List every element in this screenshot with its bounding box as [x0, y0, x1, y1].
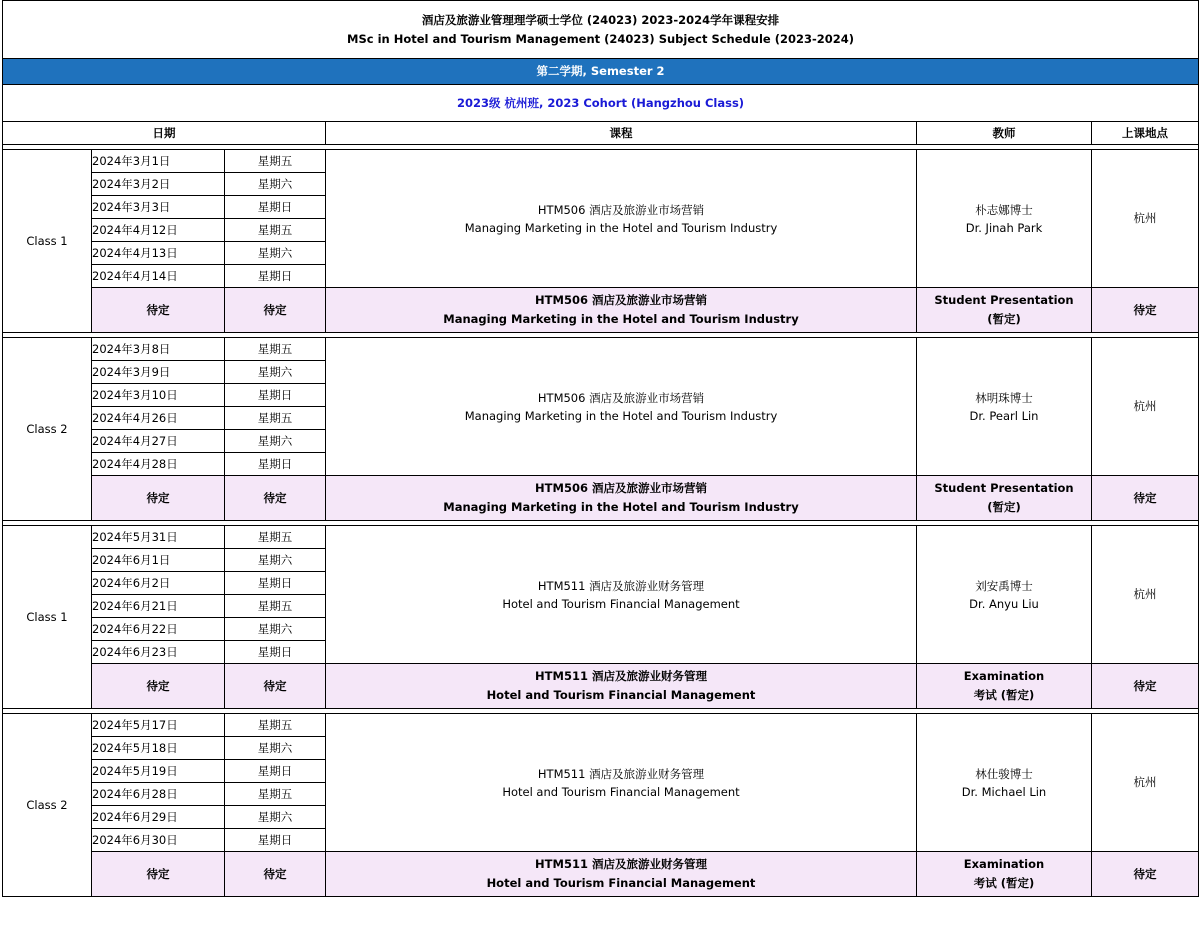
session-row	[3, 150, 1199, 173]
session-weekday: 星期日	[225, 265, 326, 288]
assessment-row	[3, 852, 1199, 897]
session-weekday: 星期日	[225, 829, 326, 852]
teacher-name-english: Dr. Pearl Lin	[969, 408, 1039, 423]
class-label: Class 2	[3, 714, 92, 897]
session-date: 2024年6月22日	[92, 618, 225, 641]
session-weekday: 星期五	[225, 526, 326, 549]
assessment-row	[3, 664, 1199, 709]
session-weekday: 星期六	[225, 361, 326, 384]
teacher-name-chinese: 林明珠博士	[975, 390, 1033, 405]
session-date: 2024年4月28日	[92, 453, 225, 476]
session-date: 2024年5月31日	[92, 526, 225, 549]
session-date: 2024年6月28日	[92, 783, 225, 806]
session-date: 2024年6月30日	[92, 829, 225, 852]
assessment-row	[3, 476, 1199, 521]
session-weekday: 星期五	[225, 783, 326, 806]
session-date: 2024年3月8日	[92, 338, 225, 361]
session-weekday: 星期六	[225, 173, 326, 196]
session-row	[3, 338, 1199, 361]
session-weekday: 星期五	[225, 219, 326, 242]
course-cell	[326, 714, 917, 852]
session-date: 2024年3月2日	[92, 173, 225, 196]
session-row	[3, 526, 1199, 549]
session-date: 2024年4月27日	[92, 430, 225, 453]
assessment-course-chinese: HTM506 酒店及旅游业市场营销	[535, 293, 707, 307]
session-weekday: 星期六	[225, 430, 326, 453]
location-cell: 杭州	[1092, 338, 1199, 476]
document-title	[3, 1, 1199, 59]
session-weekday: 星期日	[225, 196, 326, 219]
teacher-name-chinese: 林仕骏博士	[975, 766, 1033, 781]
session-date: 2024年6月1日	[92, 549, 225, 572]
assessment-weekday: 待定	[225, 476, 326, 521]
assessment-location: 待定	[1092, 852, 1199, 897]
assessment-type	[917, 852, 1092, 897]
teacher-cell	[917, 150, 1092, 288]
class-label: Class 1	[3, 526, 92, 709]
session-date: 2024年6月29日	[92, 806, 225, 829]
assessment-type-line2: (暂定)	[987, 312, 1021, 326]
session-weekday: 星期日	[225, 572, 326, 595]
assessment-type-line1: Examination	[963, 857, 1045, 871]
assessment-location: 待定	[1092, 664, 1199, 709]
session-weekday: 星期日	[225, 760, 326, 783]
assessment-row	[3, 288, 1199, 333]
assessment-course-chinese: HTM506 酒店及旅游业市场营销	[535, 481, 707, 495]
session-weekday: 星期五	[225, 407, 326, 430]
assessment-type-line2: (暂定)	[987, 500, 1021, 514]
assessment-weekday: 待定	[225, 664, 326, 709]
assessment-type-line2: 考试 (暂定)	[973, 876, 1035, 890]
title-english: MSc in Hotel and Tourism Management (24023) Subject Schedule (2023-2024)	[347, 31, 854, 46]
session-date: 2024年3月9日	[92, 361, 225, 384]
column-header-row	[3, 122, 1199, 145]
column-header-course: 课程	[326, 122, 917, 145]
session-date: 2024年5月17日	[92, 714, 225, 737]
session-date: 2024年6月2日	[92, 572, 225, 595]
session-date: 2024年4月13日	[92, 242, 225, 265]
column-header-teacher: 教师	[917, 122, 1092, 145]
session-date: 2024年3月1日	[92, 150, 225, 173]
assessment-course	[326, 852, 917, 897]
assessment-date: 待定	[92, 664, 225, 709]
assessment-course	[326, 476, 917, 521]
location-cell: 杭州	[1092, 526, 1199, 664]
session-date: 2024年5月18日	[92, 737, 225, 760]
teacher-name-english: Dr. Jinah Park	[965, 220, 1043, 235]
course-name-chinese: HTM511 酒店及旅游业财务管理	[537, 766, 705, 781]
session-weekday: 星期日	[225, 641, 326, 664]
location-cell: 杭州	[1092, 150, 1199, 288]
session-date: 2024年4月26日	[92, 407, 225, 430]
course-name-chinese: HTM506 酒店及旅游业市场营销	[537, 390, 705, 405]
assessment-type-line1: Student Presentation	[934, 481, 1074, 495]
session-weekday: 星期五	[225, 714, 326, 737]
course-name-chinese: HTM506 酒店及旅游业市场营销	[537, 202, 705, 217]
teacher-name-chinese: 朴志娜博士	[975, 202, 1033, 217]
assessment-weekday: 待定	[225, 288, 326, 333]
course-cell	[326, 526, 917, 664]
teacher-name-english: Dr. Anyu Liu	[969, 596, 1039, 611]
title-chinese: 酒店及旅游业管理理学硕士学位 (24023) 2023-2024学年课程安排	[421, 12, 780, 27]
course-cell	[326, 338, 917, 476]
assessment-type-line1: Student Presentation	[934, 293, 1074, 307]
column-header-date: 日期	[3, 122, 326, 145]
session-date: 2024年5月19日	[92, 760, 225, 783]
assessment-type	[917, 664, 1092, 709]
teacher-name-english: Dr. Michael Lin	[961, 784, 1047, 799]
assessment-date: 待定	[92, 288, 225, 333]
assessment-type-line1: Examination	[963, 669, 1045, 683]
assessment-type-line2: 考试 (暂定)	[973, 688, 1035, 702]
assessment-date: 待定	[92, 476, 225, 521]
location-cell: 杭州	[1092, 714, 1199, 852]
session-date: 2024年4月14日	[92, 265, 225, 288]
teacher-cell	[917, 338, 1092, 476]
schedule-table	[2, 0, 1199, 897]
course-name-chinese: HTM511 酒店及旅游业财务管理	[537, 578, 705, 593]
assessment-course-english: Hotel and Tourism Financial Management	[486, 876, 756, 890]
course-name-english: Managing Marketing in the Hotel and Tourism Industry	[464, 220, 778, 235]
assessment-type	[917, 288, 1092, 333]
session-date: 2024年3月10日	[92, 384, 225, 407]
semester-bar: 第二学期, Semester 2	[3, 59, 1199, 85]
assessment-course-chinese: HTM511 酒店及旅游业财务管理	[535, 857, 707, 871]
assessment-course	[326, 288, 917, 333]
cohort-label: 2023级 杭州班, 2023 Cohort (Hangzhou Class)	[3, 85, 1199, 122]
teacher-cell	[917, 714, 1092, 852]
class-label: Class 2	[3, 338, 92, 521]
assessment-weekday: 待定	[225, 852, 326, 897]
session-weekday: 星期五	[225, 150, 326, 173]
assessment-course-english: Managing Marketing in the Hotel and Tourism Industry	[443, 500, 799, 514]
session-weekday: 星期五	[225, 595, 326, 618]
session-weekday: 星期日	[225, 384, 326, 407]
session-date: 2024年3月3日	[92, 196, 225, 219]
course-name-english: Hotel and Tourism Financial Management	[502, 784, 740, 799]
course-name-english: Managing Marketing in the Hotel and Tourism Industry	[464, 408, 778, 423]
session-date: 2024年6月21日	[92, 595, 225, 618]
session-weekday: 星期六	[225, 242, 326, 265]
teacher-name-chinese: 刘安禹博士	[975, 578, 1033, 593]
session-weekday: 星期六	[225, 806, 326, 829]
assessment-course-chinese: HTM511 酒店及旅游业财务管理	[535, 669, 707, 683]
column-header-location: 上课地点	[1092, 122, 1199, 145]
schedule-sheet	[2, 0, 1198, 897]
session-weekday: 星期六	[225, 737, 326, 760]
class-label: Class 1	[3, 150, 92, 333]
assessment-course-english: Managing Marketing in the Hotel and Tourism Industry	[443, 312, 799, 326]
assessment-course	[326, 664, 917, 709]
session-weekday: 星期五	[225, 338, 326, 361]
session-weekday: 星期六	[225, 618, 326, 641]
session-weekday: 星期六	[225, 549, 326, 572]
teacher-cell	[917, 526, 1092, 664]
assessment-location: 待定	[1092, 476, 1199, 521]
session-weekday: 星期日	[225, 453, 326, 476]
assessment-location: 待定	[1092, 288, 1199, 333]
course-cell	[326, 150, 917, 288]
assessment-course-english: Hotel and Tourism Financial Management	[486, 688, 756, 702]
course-name-english: Hotel and Tourism Financial Management	[502, 596, 740, 611]
session-date: 2024年6月23日	[92, 641, 225, 664]
session-row	[3, 714, 1199, 737]
assessment-date: 待定	[92, 852, 225, 897]
session-date: 2024年4月12日	[92, 219, 225, 242]
assessment-type	[917, 476, 1092, 521]
